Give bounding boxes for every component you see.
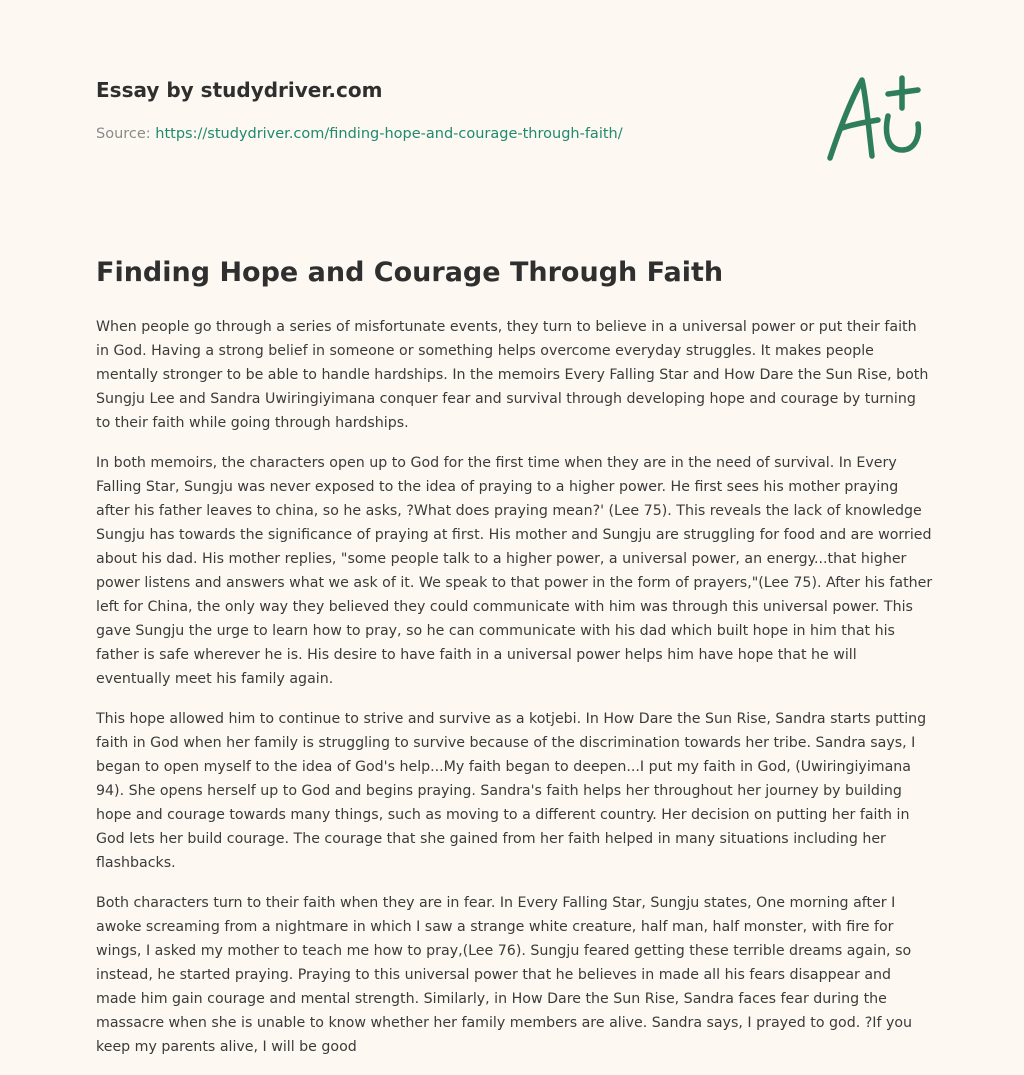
essay-paragraph: Both characters turn to their faith when they are in fear. In Every Falling Star, Sungju states, One morning after I awoke screaming from a nightmare in which I saw a strange white creature, half man, half monster, with fire for wings, I asked my mother to teach me how to pray,(Lee 76). Sungju feared getting these terrible dreams again, so instead, he started praying. Praying to this universal power that he believes in made all his fears disappear and made him gain courage and mental strength. Similarly, in How Dare the Sun Rise, Sandra faces fear during the massacre when she is unable to know whether her family members are alive. Sandra says, I prayed to god. ?If you keep my parents alive, I will be good	[96, 895, 913, 1055]
page-header	[96, 74, 796, 144]
essay-paragraph: This hope allowed him to continue to strive and survive as a kotjebi. In How Dare the Sun Rise, Sandra starts putting faith in God when her family is struggling to survive because of the discrimination towards her tribe. Sandra says, I began to open myself to the idea of God's help...My faith began to deepen...I put my faith in God, (Uwiringiyimana 94). She opens herself up to God and begins praying. Sandra's faith helps her throughout her journey by building hope and courage towards many things, such as moving to a different country. Her decision on putting her faith in God lets her build courage. The courage that she gained from her faith helped in many situations including her flashbacks.	[96, 711, 927, 871]
brand-title: Essay by studydriver.com	[96, 78, 383, 102]
essay-paragraph: In both memoirs, the characters open up to God for the first time when they are in the need of survival. In Every Falling Star, Sungju was never exposed to the idea of praying to a higher power. He first sees his mother praying after his father leaves to china, so he asks, ?What does praying mean?' (Lee 75). This reveals the lack of knowledge Sungju has towards the significance of praying at first. His mother and Sungju are struggling for food and are worried about his dad. His mother replies, "some people talk to a higher power, a universal power, an energy...that higher power listens and answers what we ask of it. We speak to that power in the form of prayers,"(Lee 75). After his father left for China, the only way they believed they could communicate with him was through this universal power. This gave Sungju the urge to learn how to pray, so he can communicate with his dad which built hope in him that his father is safe wherever he is. His desire to have faith in a universal power helps him have hope that he will eventually meet his family again.	[96, 455, 933, 687]
source-label: Source:	[96, 126, 151, 142]
essay-paragraph: When people go through a series of misfortunate events, they turn to believe in a universal power or put their faith in God. Having a strong belief in someone or something helps overcome everyday struggles. It makes people mentally stronger to be able to handle hardships. In the memoirs Every Falling Star and How Dare the Sun Rise, both Sungju Lee and Sandra Uwiringiyimana conquer fear and survival through developing hope and courage by turning to their faith while going through hardships.	[96, 319, 929, 431]
source-link[interactable]: https://studydriver.com/finding-hope-and-courage-through-faith/	[155, 126, 623, 142]
essay-body	[96, 315, 934, 1075]
essay-title: Finding Hope and Courage Through Faith	[96, 257, 724, 288]
source-line	[96, 124, 796, 144]
a-plus-logo-icon	[822, 68, 930, 168]
